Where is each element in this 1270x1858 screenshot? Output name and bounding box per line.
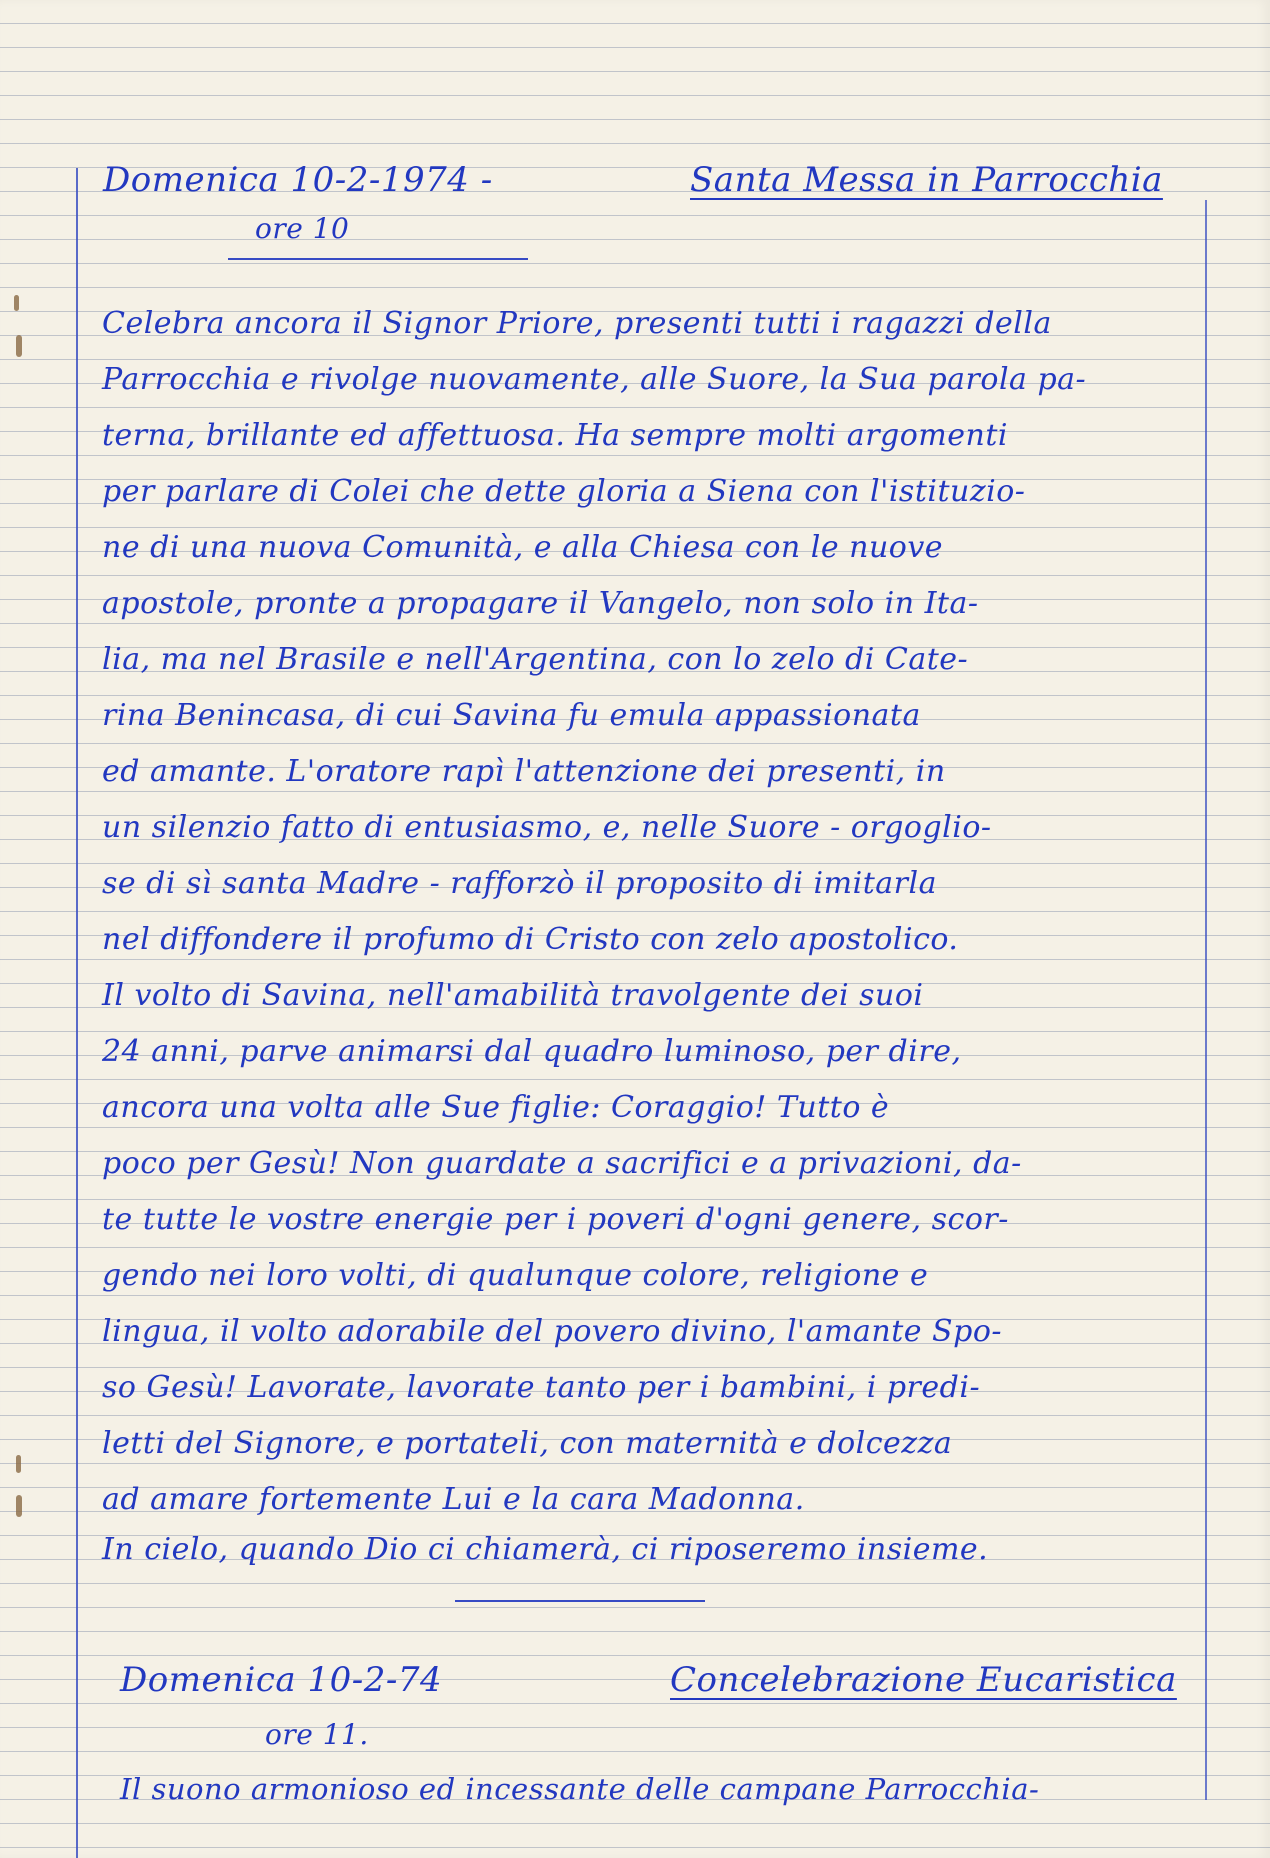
body-line: 24 anni, parve animarsi dal quadro luminoso, per dire,	[102, 1034, 962, 1069]
body-line: Celebra ancora il Signor Priore, presenti tutti i ragazzi della	[102, 306, 1052, 341]
body-line: In cielo, quando Dio ci chiamerà, ci riposeremo insieme.	[102, 1532, 989, 1567]
body-line: lingua, il volto adorabile del povero divino, l'amante Spo-	[102, 1314, 1003, 1349]
right-margin-line	[1205, 200, 1207, 1800]
body-line: ne di una nuova Comunità, e alla Chiesa con le nuove	[102, 530, 944, 565]
binding-hole-top	[14, 295, 19, 311]
body-line: letti del Signore, e portateli, con maternità e dolcezza	[102, 1426, 953, 1461]
body-line: apostole, pronte a propagare il Vangelo, non solo in Ita-	[102, 586, 979, 621]
section2-time: ore 11.	[265, 1718, 369, 1751]
section1-header-rule	[228, 258, 528, 260]
left-margin-line	[76, 168, 78, 1858]
body-line: un silenzio fatto di entusiasmo, e, nelle Suore - orgoglio-	[102, 810, 992, 845]
section2-title: Concelebrazione Eucaristica	[670, 1660, 1177, 1700]
body-line: Il suono armonioso ed incessante delle campane Parrocchia-	[120, 1772, 1040, 1806]
section2-date: Domenica 10-2-74	[120, 1660, 443, 1700]
body-line: te tutte le vostre energie per i poveri d'ogni genere, scor-	[102, 1202, 1009, 1237]
section1-date: Domenica 10-2-1974 -	[103, 160, 493, 200]
body-line: terna, brillante ed affettuosa. Ha sempre molti argomenti	[102, 418, 1008, 453]
body-line: rina Benincasa, di cui Savina fu emula appassionata	[102, 698, 921, 733]
body-line: poco per Gesù! Non guardate a sacrifici e a privazioni, da-	[102, 1146, 1022, 1181]
body-line: gendo nei loro volti, di qualunque colore, religione e	[102, 1258, 929, 1293]
body-line: per parlare di Colei che dette gloria a Siena con l'istituzio-	[102, 474, 1026, 509]
section-divider-rule	[455, 1600, 705, 1602]
body-line: ed amante. L'oratore rapì l'attenzione dei presenti, in	[102, 754, 946, 789]
body-line: Il volto di Savina, nell'amabilità travolgente dei suoi	[102, 978, 924, 1013]
body-line: se di sì santa Madre - rafforzò il proposito di imitarla	[102, 866, 937, 901]
body-line: Parrocchia e rivolge nuovamente, alle Suore, la Sua parola pa-	[102, 362, 1087, 397]
section1-title: Santa Messa in Parrocchia	[690, 160, 1163, 200]
body-line: so Gesù! Lavorate, lavorate tanto per i bambini, i predi-	[102, 1370, 981, 1405]
binding-hole-bottom	[16, 1495, 22, 1517]
section1-time: ore 10	[255, 212, 350, 245]
binding-hole-bottom-upper	[16, 1455, 21, 1473]
body-line: nel diffondere il profumo di Cristo con zelo apostolico.	[102, 922, 959, 957]
body-line: lia, ma nel Brasile e nell'Argentina, con lo zelo di Cate-	[102, 642, 969, 677]
binding-hole-top-upper	[16, 335, 22, 357]
body-line: ad amare fortemente Lui e la cara Madonna.	[102, 1482, 805, 1517]
body-line: ancora una volta alle Sue figlie: Coraggio! Tutto è	[102, 1090, 890, 1125]
